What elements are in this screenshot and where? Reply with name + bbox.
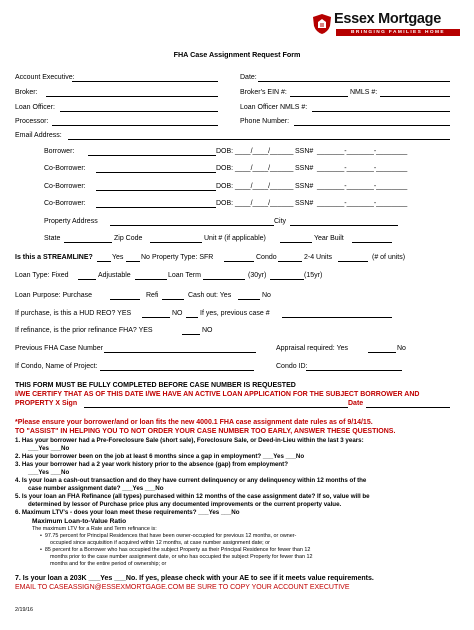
co-borrower-1-dob-label: DOB: (216, 165, 234, 172)
question-2: 2. Has your borrower been on the job at least 6 months since a gap in employment? ___Yes ___No (15, 453, 305, 460)
streamline-yes-blank[interactable] (97, 261, 111, 262)
co-borrower-3-dob-label: DOB: (216, 200, 234, 207)
state-label: State (44, 235, 61, 242)
co-borrower-2-ssn-label: SSN# (295, 183, 314, 190)
streamline-no-blank[interactable] (126, 261, 140, 262)
co-borrower-1-name-field[interactable] (96, 172, 216, 173)
ensure-line-2: TO "ASSIST" IN HELPING YOU TO NOT ORDER YOUR CASE NUMBER TOO EARLY, ANSWER THESE QUESTIONS. (15, 428, 396, 435)
zip-code-field[interactable] (150, 242, 202, 243)
co-borrower-3-ssn-label: SSN# (295, 200, 314, 207)
unit-label: Unit # (if applicable) (204, 235, 266, 242)
email-address-label: Email Address: (15, 132, 62, 139)
bullet-2-line-2: months prior to the case number assignment date, or who has occupied the subject Property for fewer than 12 (50, 554, 313, 560)
certify-line-2: PROPERTY X Sign (15, 400, 78, 407)
co-borrower-3-label: Co-Borrower: (44, 200, 86, 207)
purchase-blank[interactable] (110, 299, 140, 300)
brokers-ein-label: Broker's EIN #: (240, 89, 287, 96)
essex-mortgage-logo (312, 11, 462, 41)
co-borrower-3-name-field[interactable] (96, 207, 216, 208)
shield-logo-icon (312, 13, 332, 35)
loan-term-15-blank[interactable] (270, 279, 304, 280)
prior-refi-yes-blank[interactable] (182, 334, 200, 335)
adjustable-label: Adjustable (98, 272, 131, 279)
property-type-label: Property Type: SFR (152, 254, 214, 261)
zip-code-label: Zip Code (114, 235, 143, 242)
loan-type-fixed-blank[interactable] (78, 279, 96, 280)
question-7: 7. Is your loan a 203K ___Yes ___No. If yes, please check with your AE to see if it meets value requirements. (15, 575, 374, 582)
co-borrower-2-dob-field[interactable]: ____/____/______ (235, 183, 294, 190)
year-built-label: Year Built (314, 235, 344, 242)
prior-refi-question: If refinance, is the prior refinance FHA? YES (15, 327, 153, 334)
appraisal-no-label: No (397, 345, 406, 352)
condo-id-field[interactable] (306, 370, 402, 371)
ltv-bullet-2 (40, 547, 310, 553)
appraisal-yes-blank[interactable] (368, 352, 396, 353)
ltv-bullet-1 (40, 533, 296, 539)
email-instruction[interactable]: EMAIL TO CASEASSIGN@ESSEXMORTGAGE.COM BE SURE TO COPY YOUR ACCOUNT EXECUTIVE (15, 584, 350, 591)
bullet-icon: • (40, 533, 45, 539)
appraisal-required-label: Appraisal required: Yes (276, 345, 348, 352)
property-address-label: Property Address (44, 218, 98, 225)
co-borrower-3-ssn-field[interactable]: _______-_______-________ (317, 200, 408, 207)
hud-reo-no-label: NO (172, 310, 183, 317)
cash-out-yes-blank[interactable] (238, 299, 260, 300)
units-label: 2-4 Units (304, 254, 333, 261)
fifteen-year-label: (15yr) (304, 272, 323, 279)
prior-refi-no-label: NO (202, 327, 213, 334)
year-built-field[interactable] (352, 242, 392, 243)
bullet-2-line-1: 85 percent for a Borrower who has occupied the subject Property as their Principal Residence for fewer than 12 (44, 547, 311, 553)
borrower-ssn-label: SSN# (295, 148, 314, 155)
condo-project-field[interactable] (100, 370, 254, 371)
question-5: 5. Is your loan an FHA Refinance (all types) purchased within 12 months of the case assignment date? If so, value will be (15, 493, 370, 500)
streamline-yes-label: Yes (112, 254, 124, 261)
previous-case-number-field[interactable] (104, 352, 256, 353)
previous-case-label: Previous FHA Case Number (15, 345, 103, 352)
co-borrower-1-dob-field[interactable]: ____/____/______ (235, 165, 294, 172)
co-borrower-1-label: Co-Borrower: (44, 165, 86, 172)
co-borrower-2-label: Co-Borrower: (44, 183, 86, 190)
email-address-field[interactable] (68, 139, 450, 140)
num-units-label: (# of units) (372, 254, 406, 261)
condo-project-label: If Condo, Name of Project: (15, 363, 98, 370)
hud-reo-question: If purchase, is this a HUD REO? YES (15, 310, 132, 317)
loan-term-30-blank[interactable] (203, 279, 245, 280)
city-field[interactable] (290, 225, 398, 226)
co-borrower-1-ssn-label: SSN# (295, 165, 314, 172)
hud-reo-if-yes-label: If yes, previous case # (200, 310, 270, 317)
city-label: City (274, 218, 287, 225)
previous-case-field[interactable] (282, 317, 392, 318)
hud-reo-no-blank[interactable] (186, 317, 198, 318)
borrower-name-field[interactable] (88, 155, 216, 156)
loan-officer-field[interactable] (60, 111, 218, 112)
broker-label: Broker: (15, 89, 38, 96)
processor-label: Processor: (15, 118, 49, 125)
refi-blank[interactable] (162, 299, 184, 300)
question-1-answer[interactable]: ___Yes ___No (28, 445, 70, 452)
borrower-dob-label: DOB: (216, 148, 234, 155)
loan-term-label: Loan Term (168, 272, 201, 279)
brokers-ein-field[interactable] (290, 96, 348, 97)
state-field[interactable] (64, 242, 112, 243)
question-4: 4. Is your loan a cash-out transaction and do they have current delinquency or any delinquency within 12 months of the (15, 477, 367, 484)
condo-id-label: Condo ID: (276, 363, 308, 370)
loan-type-label: Loan Type: Fixed (15, 272, 69, 279)
loan-purpose-label: Loan Purpose: Purchase (15, 292, 93, 299)
question-3-answer[interactable]: ___Yes ___No (28, 469, 70, 476)
nmls-field[interactable] (380, 96, 450, 97)
cash-out-label: Cash out: Yes (188, 292, 232, 299)
certify-date-label: Date (348, 400, 364, 407)
co-borrower-1-ssn-field[interactable]: _______-_______-________ (317, 165, 408, 172)
condo-label: Condo (256, 254, 277, 261)
date-field[interactable] (258, 81, 450, 82)
co-borrower-3-dob-field[interactable]: ____/____/______ (235, 200, 294, 207)
question-1: 1. Has your borrower had a Pre-Foreclosure Sale (short sale), Foreclosure Sale, or Deed-in-Lieu within the last 3 years: (15, 437, 364, 444)
property-type-sfr-blank[interactable] (224, 261, 254, 262)
phone-number-label: Phone Number: (240, 118, 290, 125)
hud-reo-yes-blank[interactable] (142, 317, 170, 318)
ltv-subtitle: The maximum LTV for a Rate and Term refinance is: (32, 526, 157, 532)
ensure-line-1: *Please ensure your borrower/and or loan fits the new 4000.1 FHA case assignment date rules as of 9/14/15. (15, 419, 373, 426)
account-executive-label: Account Executive: (15, 74, 75, 81)
signature-field[interactable] (84, 407, 348, 408)
date-label: Date: (240, 74, 257, 81)
form-title: FHA Case Assignment Request Form (173, 50, 301, 59)
broker-field[interactable] (46, 96, 218, 97)
streamline-no-label: No (141, 254, 150, 261)
loan-officer-nmls-field[interactable] (312, 111, 450, 112)
units-blank[interactable] (338, 261, 368, 262)
bullet-1-line-1: 97.75 percent for Principal Residences that have been owner-occupied for previous 12 months, or owner- (44, 533, 297, 539)
condo-blank[interactable] (278, 261, 302, 262)
ltv-title: Maximum Loan-to-Value Ratio (32, 518, 127, 525)
borrower-ssn-field[interactable]: _______-_______-________ (317, 148, 408, 155)
phone-number-field[interactable] (294, 125, 450, 126)
must-complete-notice: THIS FORM MUST BE FULLY COMPLETED BEFORE CASE NUMBER IS REQUESTED (15, 382, 296, 389)
loan-officer-label: Loan Officer: (15, 104, 55, 111)
question-5-continued: determined by lessor of Purchase price plus any documented improvements or the current property value. (28, 501, 342, 508)
question-3: 3. Has your borrower had a 2 year work history prior to the absence (gap) from employment? (15, 461, 289, 468)
co-borrower-2-dob-label: DOB: (216, 183, 234, 190)
certify-line-1: I/WE CERTIFY THAT AS OF THIS DATE I/WE HAVE AN ACTIVE LOAN APPLICATION FOR THE SUBJECT BORROWER AND (15, 391, 420, 398)
bullet-icon: • (40, 547, 45, 553)
streamline-question: Is this a STREAMLINE? (15, 254, 93, 261)
bullet-1-line-2: occupied since acquisition if acquired within 12 months, at case number assignment date; or (50, 540, 270, 546)
co-borrower-2-ssn-field[interactable]: _______-_______-________ (317, 183, 408, 190)
borrower-label: Borrower: (44, 148, 75, 155)
thirty-year-label: (30yr) (248, 272, 267, 279)
certify-date-field[interactable] (366, 407, 450, 408)
refi-label: Refi (146, 292, 159, 299)
cash-out-no-label: No (262, 292, 271, 299)
question-4-continued: case number assignment date? ___Yes ___No (28, 485, 164, 492)
logo-name: Essex Mortgage (334, 11, 442, 27)
property-address-field[interactable] (110, 225, 274, 226)
borrower-dob-field[interactable]: ____/____/______ (235, 148, 294, 155)
unit-field[interactable] (280, 242, 312, 243)
processor-field[interactable] (52, 125, 218, 126)
footer-date: 2/19/16 (15, 607, 33, 613)
loan-officer-nmls-label: Loan Officer NMLS #: (240, 104, 308, 111)
logo-tagline: BRINGING FAMILIES HOME (336, 29, 460, 36)
co-borrower-2-name-field[interactable] (96, 190, 216, 191)
nmls-label: NMLS #: (350, 89, 378, 96)
adjustable-blank[interactable] (135, 279, 167, 280)
question-6: 6. Maximum LTV's - does your loan meet these requirements? ___Yes ___No (15, 509, 240, 516)
bullet-2-line-3: months and for the entire period of ownership; or (50, 561, 167, 567)
account-executive-field[interactable] (72, 81, 218, 82)
